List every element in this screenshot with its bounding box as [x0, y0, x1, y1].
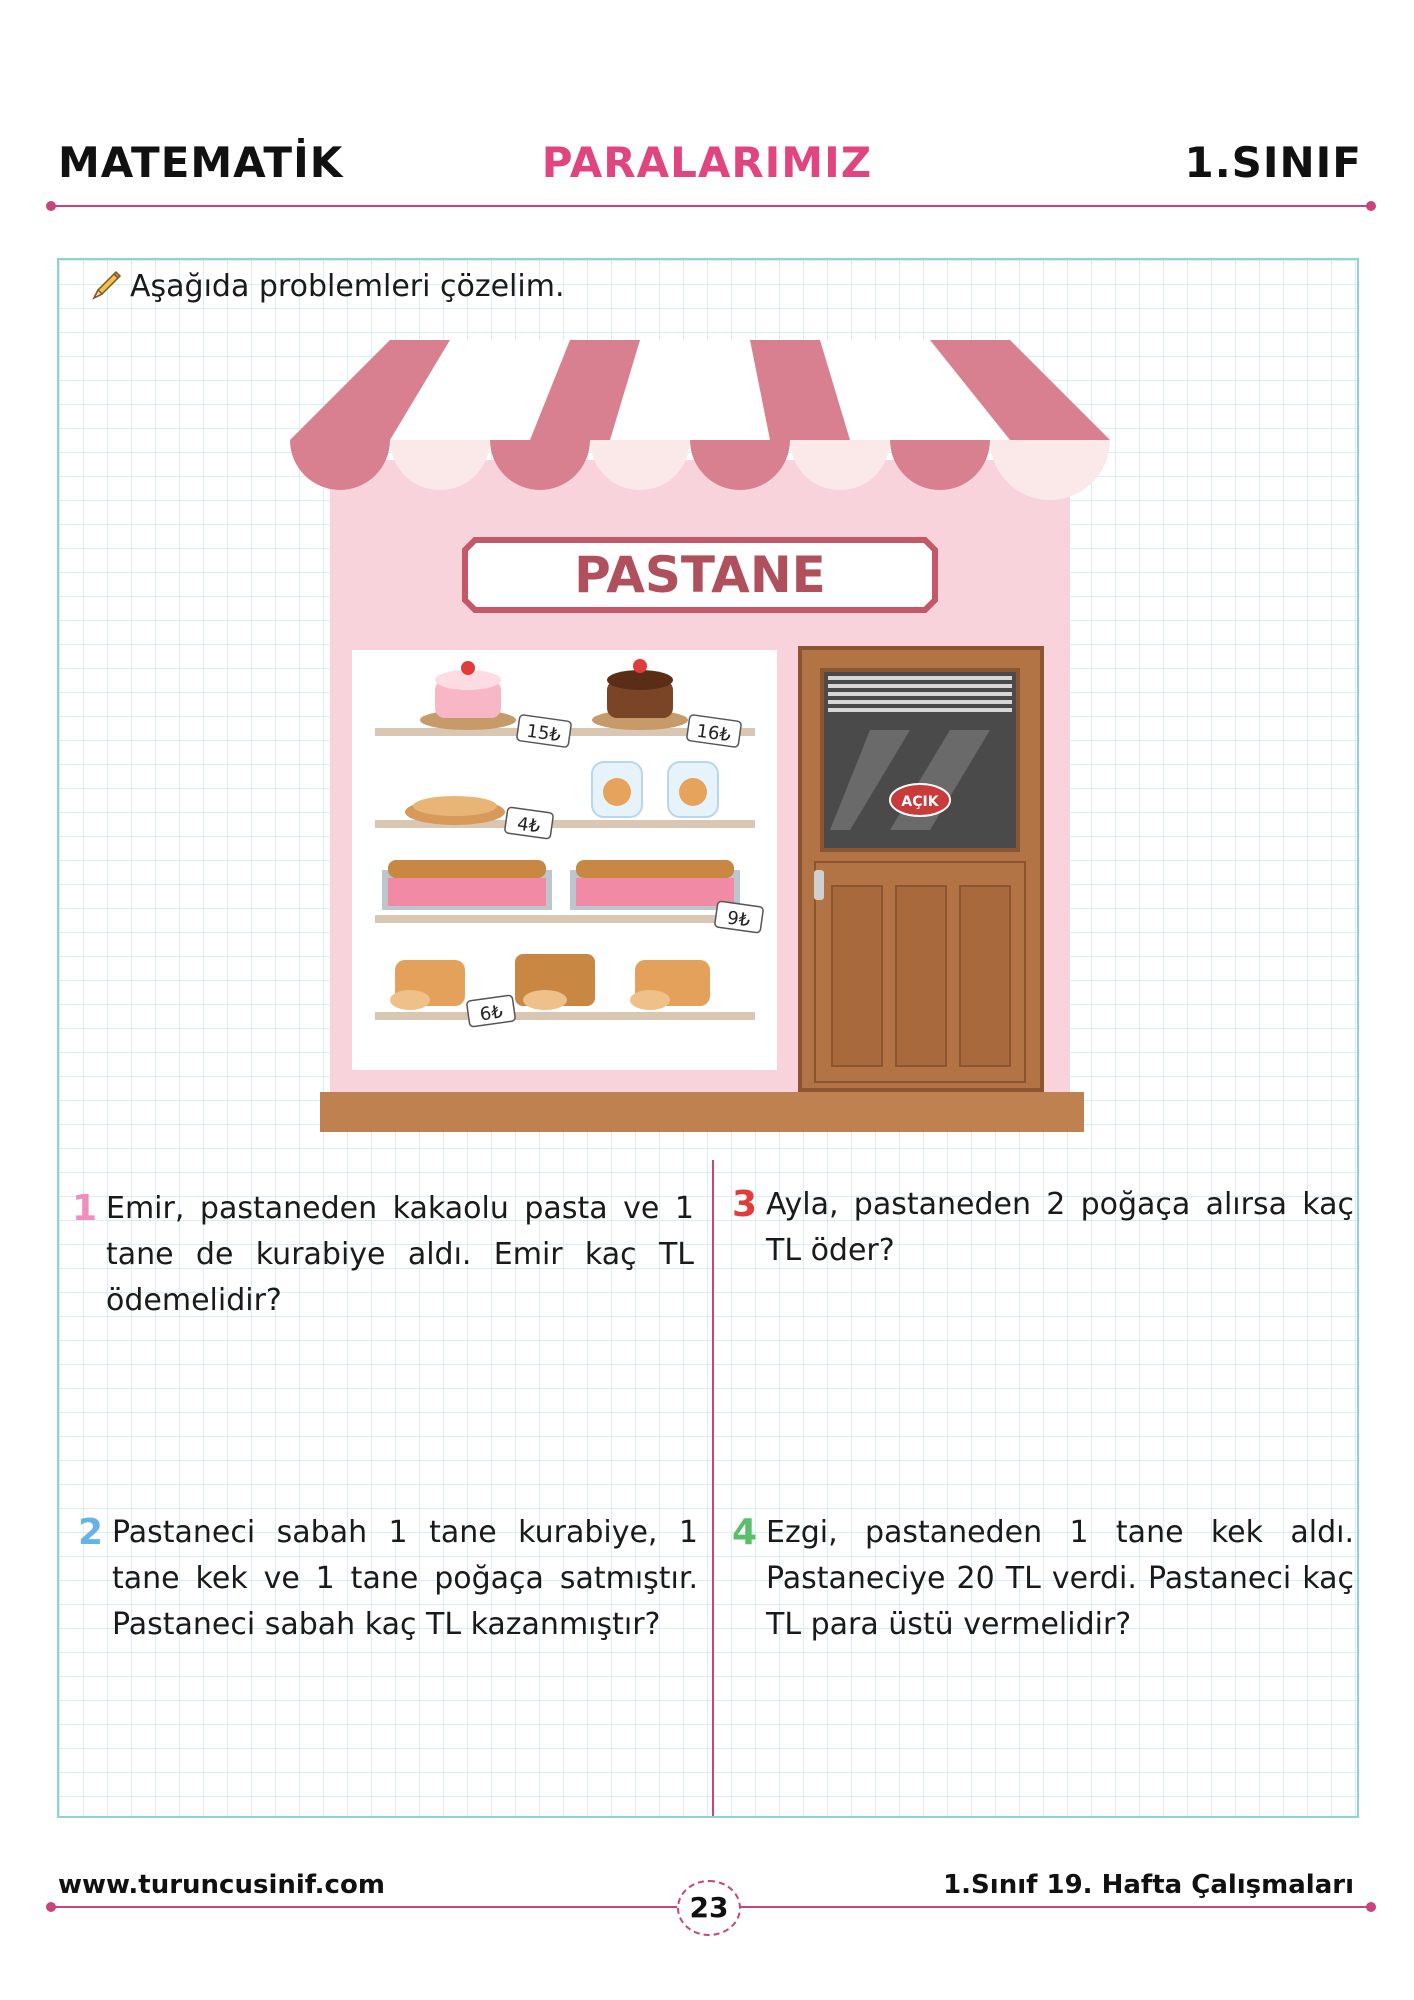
question-1: [72, 1186, 694, 1324]
subject-title: MATEMATİK: [58, 138, 344, 187]
bakery-illustration: [270, 330, 1130, 1135]
pastry-basket-2: [515, 954, 595, 1010]
question-text: Pastaneci sabah 1 tane kurabiye, 1 tane kek ve 1 tane poğaça satmıştır. Pastaneci sabah kaç TL kazanmıştır?: [112, 1515, 698, 1642]
svg-text:15₺: 15₺: [525, 720, 563, 747]
svg-text:AÇIK: AÇIK: [901, 794, 939, 810]
grade-title: 1.SINIF: [1184, 138, 1362, 187]
header-rule: [50, 205, 1372, 207]
cookie-jar-1: [592, 762, 642, 817]
price-tag-4: [714, 901, 763, 933]
question-text: Emir, pastaneden kakaolu pasta ve 1 tane de kurabiye aldı. Emir kaç TL ödemelidir?: [106, 1191, 694, 1318]
question-number: 2: [78, 1512, 104, 1553]
page-number: 23: [677, 1880, 741, 1936]
svg-text:4₺: 4₺: [515, 813, 542, 838]
svg-text:6₺: 6₺: [478, 1001, 505, 1026]
question-number: 4: [732, 1512, 758, 1553]
svg-text:9₺: 9₺: [725, 907, 752, 932]
question-2: [78, 1510, 698, 1648]
cookie-jar-2: [668, 762, 718, 817]
price-tag-5: [466, 995, 515, 1027]
column-divider: [712, 1160, 714, 1816]
shop-base: [320, 1092, 1084, 1132]
door: [800, 648, 1042, 1090]
instruction: [88, 268, 565, 304]
price-tag-3: [504, 807, 553, 839]
cupcake-tray-2: [570, 860, 740, 910]
door-handle: [814, 870, 824, 900]
instruction-text: Aşağıda problemleri çözelim.: [130, 268, 565, 304]
question-number: 3: [732, 1184, 758, 1225]
pastry-basket-3: [630, 960, 710, 1010]
website-link[interactable]: www.turuncusinif.com: [58, 1870, 385, 1900]
shop-sign-text: PASTANE: [574, 546, 826, 604]
svg-text:16₺: 16₺: [695, 720, 733, 747]
question-text: Ezgi, pastaneden 1 tane kek aldı. Pastaneciye 20 TL verdi. Pastaneci kaç TL para üstü vermelidir?: [766, 1515, 1354, 1642]
topic-title: PARALARIMIZ: [541, 138, 873, 187]
question-3: [732, 1182, 1354, 1274]
series-title: 1.Sınıf 19. Hafta Çalışmaları: [943, 1870, 1354, 1900]
shop-sign: [465, 540, 935, 610]
question-number: 1: [72, 1188, 98, 1229]
question-4: [732, 1510, 1354, 1648]
pastry-basket-1: [390, 960, 465, 1010]
cupcake-tray-1: [382, 860, 552, 910]
pencil-icon: [88, 268, 124, 304]
question-text: Ayla, pastaneden 2 poğaça alırsa kaç TL öder?: [766, 1187, 1354, 1268]
